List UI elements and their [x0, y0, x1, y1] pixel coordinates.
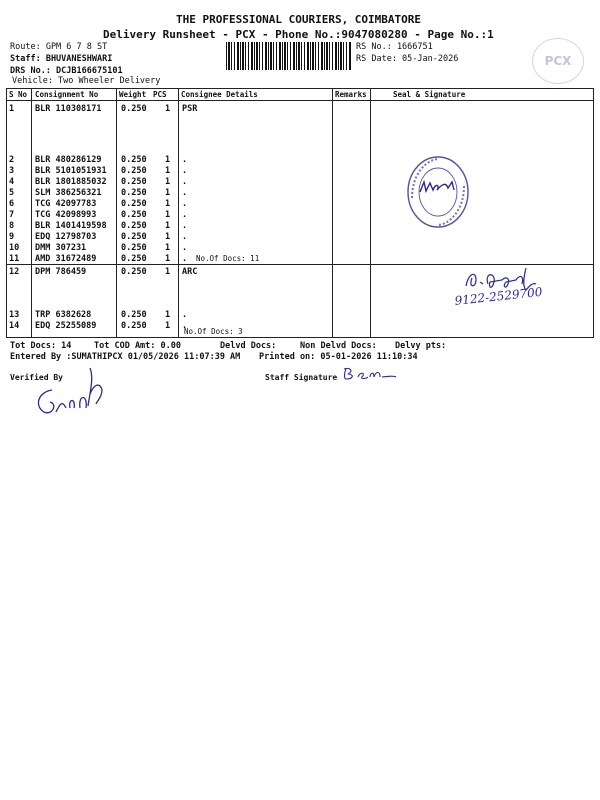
cell-weight: 0.250 — [121, 199, 147, 209]
col-border — [31, 88, 32, 337]
cell-pcs: 1 — [165, 310, 171, 320]
cell-consignee-details: . — [182, 199, 188, 209]
staff-signature — [340, 365, 400, 383]
entered-by: Entered By :SUMATHIPCX 01/05/2026 11:07:39 AM — [10, 352, 241, 362]
cell-consignment-no: BLR 110308171 — [35, 104, 102, 114]
table-bottom-border — [6, 337, 594, 338]
cell-weight: 0.250 — [121, 104, 147, 114]
cell-consignment-no: AMD 31672489 — [35, 254, 97, 264]
verified-by-label: Verified By — [10, 373, 63, 382]
group-count: No.Of Docs: 11 — [196, 254, 260, 263]
vehicle: Vehicle: Two Wheeler Delivery — [12, 76, 161, 86]
cell-weight: 0.250 — [121, 188, 147, 198]
col-border — [370, 88, 371, 337]
staff: Staff: BHUVANESHWARI — [10, 54, 113, 64]
total-cod: Tot COD Amt: 0.00 — [94, 341, 181, 351]
cell-pcs: 1 — [165, 155, 171, 165]
header-bottom-border — [6, 100, 594, 101]
non-delivered-docs: Non Delvd Docs: — [300, 341, 377, 351]
drs-number: DRS No.: DCJB166675101 — [10, 66, 123, 76]
cell-pcs: 1 — [165, 267, 171, 277]
cell-consignment-no: SLM 386256321 — [35, 188, 102, 198]
cell-sno: 14 — [9, 321, 20, 331]
cell-weight: 0.250 — [121, 321, 147, 331]
cell-consignee-details: . — [182, 310, 188, 320]
cell-pcs: 1 — [165, 210, 171, 220]
delivered-docs: Delvd Docs: — [220, 341, 277, 351]
cell-weight: 0.250 — [121, 254, 147, 264]
cell-sno: 13 — [9, 310, 20, 320]
cell-consignment-no: EDQ 12798703 — [35, 232, 97, 242]
rs-date: RS Date: 05-Jan-2026 — [356, 54, 459, 64]
cell-consignment-no: DPM 786459 — [35, 267, 87, 277]
cell-pcs: 1 — [165, 243, 171, 253]
cell-sno: 5 — [9, 188, 15, 198]
cell-consignment-no: BLR 5101051931 — [35, 166, 107, 176]
cell-sno: 10 — [9, 243, 20, 253]
col-header-weight: Weight — [119, 90, 147, 99]
col-header-consignment: Consignment No — [35, 90, 99, 99]
runsheet-subtitle: Delivery Runsheet - PCX - Phone No.:9047080280 - Page No.:1 — [103, 28, 494, 41]
receiver-mobile-handwritten: 9122-2529700 — [454, 284, 544, 308]
cell-consignee-details: . — [182, 321, 188, 331]
cell-sno: 8 — [9, 221, 15, 231]
cell-consignee-details: . — [182, 177, 188, 187]
col-border — [6, 88, 7, 337]
total-docs: Tot Docs: 14 — [10, 341, 72, 351]
col-header-remarks: Remarks — [335, 90, 367, 99]
cell-weight: 0.250 — [121, 243, 147, 253]
cell-sno: 11 — [9, 254, 20, 264]
cell-consignee-details: PSR — [182, 104, 198, 114]
cell-sno: 6 — [9, 199, 15, 209]
cell-weight: 0.250 — [121, 210, 147, 220]
cell-consignment-no: TCG 42097783 — [35, 199, 97, 209]
route: Route: GPM 6 7 8 ST — [10, 42, 108, 52]
col-border — [332, 88, 333, 337]
cell-consignee-details: . — [182, 166, 188, 176]
printed-on: Printed on: 05-01-2026 11:10:34 — [259, 352, 418, 362]
receiver-seal-stamp — [402, 152, 474, 232]
cell-sno: 2 — [9, 155, 15, 165]
cell-consignee-details: . — [182, 210, 188, 220]
cell-pcs: 1 — [165, 232, 171, 242]
cell-sno: 7 — [9, 210, 15, 220]
cell-consignment-no: DMM 307231 — [35, 243, 87, 253]
cell-consignee-details: . — [182, 232, 188, 242]
cell-pcs: 1 — [165, 254, 171, 264]
col-border — [116, 88, 117, 337]
group-count: No.Of Docs: 3 — [184, 327, 243, 336]
cell-pcs: 1 — [165, 177, 171, 187]
cell-pcs: 1 — [165, 188, 171, 198]
col-border — [593, 88, 594, 337]
rs-number: RS No.: 1666751 — [356, 42, 433, 52]
cell-consignee-details: . — [182, 188, 188, 198]
staff-signature-label: Staff Signature — [265, 373, 338, 382]
cell-consignee-details: . — [182, 254, 188, 264]
col-border — [178, 88, 179, 337]
cell-sno: 1 — [9, 104, 15, 114]
cell-consignment-no: BLR 1801885032 — [35, 177, 107, 187]
col-header-sno: S No — [9, 90, 28, 99]
cell-consignee-details: ARC — [182, 267, 198, 277]
cell-pcs: 1 — [165, 104, 171, 114]
col-header-pcs: PCS — [153, 90, 167, 99]
table-top-border — [6, 88, 594, 89]
cell-consignment-no: BLR 480286129 — [35, 155, 102, 165]
cell-pcs: 1 — [165, 166, 171, 176]
cell-consignment-no: TCG 42098993 — [35, 210, 97, 220]
cell-weight: 0.250 — [121, 155, 147, 165]
cell-consignee-details: . — [182, 221, 188, 231]
cell-pcs: 1 — [165, 221, 171, 231]
cell-sno: 12 — [9, 267, 20, 277]
delivery-points: Delvy pts: — [395, 341, 447, 351]
col-header-seal: Seal & Signature — [393, 90, 466, 99]
cell-weight: 0.250 — [121, 267, 147, 277]
cell-weight: 0.250 — [121, 310, 147, 320]
cell-sno: 3 — [9, 166, 15, 176]
cell-consignee-details: . — [182, 155, 188, 165]
cell-weight: 0.250 — [121, 166, 147, 176]
cell-consignment-no: BLR 1401419598 — [35, 221, 107, 231]
cell-consignment-no: EDQ 25255089 — [35, 321, 97, 331]
cell-pcs: 1 — [165, 321, 171, 331]
pcx-logo: PCX — [532, 38, 584, 84]
cell-sno: 9 — [9, 232, 15, 242]
verifier-signature — [30, 364, 108, 420]
cell-sno: 4 — [9, 177, 15, 187]
company-name: THE PROFESSIONAL COURIERS, COIMBATORE — [176, 13, 422, 26]
cell-weight: 0.250 — [121, 221, 147, 231]
cell-weight: 0.250 — [121, 177, 147, 187]
cell-weight: 0.250 — [121, 232, 147, 242]
cell-consignment-no: TRP 6382628 — [35, 310, 92, 320]
col-header-consignee: Consignee Details — [181, 90, 258, 99]
barcode — [226, 42, 352, 70]
cell-pcs: 1 — [165, 199, 171, 209]
cell-consignee-details: . — [182, 243, 188, 253]
